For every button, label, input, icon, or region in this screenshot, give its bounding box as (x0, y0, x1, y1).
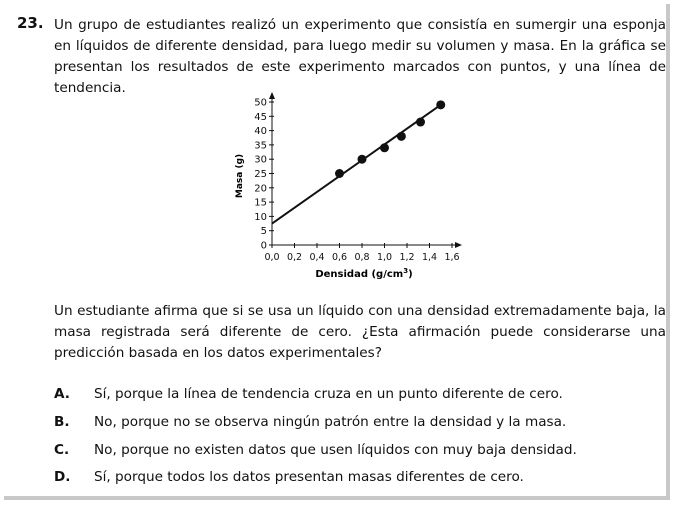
data-point (380, 143, 389, 152)
chart-y-axis-label: Masa (g) (235, 153, 245, 199)
chart-axes (269, 92, 462, 248)
y-tick-label: 25 (254, 169, 267, 180)
x-tick-label: 0,8 (354, 252, 370, 263)
trendline (272, 105, 441, 224)
option-d[interactable] (54, 467, 524, 488)
chart-x-axis-label (315, 267, 412, 280)
y-tick-label: 20 (254, 183, 267, 195)
question-prompt: Un estudiante afirma que si se usa un líquido con una densidad extremadamente baja, la masa registrada será diferente de cero. ¿Esta afirmación puede considerarse una predicción basada en los datos experimentales? (54, 303, 666, 361)
x-tick-label: 1,2 (399, 252, 415, 263)
x-tick-label: 1,6 (444, 252, 460, 263)
option-c-text: No, porque no existen datos que usen líquidos con muy baja densidad. (94, 442, 577, 458)
y-tick-label: 15 (254, 197, 267, 209)
question-intro: Un grupo de estudiantes realizó un experimento que consistía en sumergir una esponja en líquidos de diferente densidad, para luego medir su volumen y masa. En la gráfica se presentan los resultados de este experimento marcados con puntos, y una línea de tendencia. (54, 17, 666, 96)
y-tick-label: 35 (254, 140, 267, 152)
data-point (397, 132, 406, 141)
data-point (436, 100, 445, 109)
option-c[interactable] (54, 440, 577, 461)
mass-density-chart (226, 90, 476, 290)
y-tick-label: 30 (254, 154, 267, 166)
data-point (416, 118, 425, 127)
x-tick-label: 1,4 (421, 252, 438, 263)
chart-trendline-group (272, 105, 441, 224)
option-c-letter: C. (54, 442, 70, 458)
y-tick-label: 45 (254, 111, 267, 123)
option-d-letter: D. (54, 469, 71, 485)
chart-ticks (254, 98, 459, 264)
x-tick-label: 0,4 (309, 252, 325, 263)
option-a-letter: A. (54, 386, 70, 402)
option-b-text: No, porque no se observa ningún patrón entre la densidad y la masa. (94, 414, 567, 430)
y-tick-label: 0 (260, 240, 267, 252)
data-point (358, 155, 367, 164)
x-axis-arrow-icon (455, 242, 462, 248)
x-tick-label: 0,0 (264, 252, 280, 263)
y-tick-label: 50 (254, 97, 267, 109)
question-number: 23. (17, 14, 44, 32)
option-b-letter: B. (54, 414, 70, 430)
chart-points (335, 100, 445, 178)
x-tick-label: 0,6 (331, 252, 348, 263)
y-axis-arrow-icon (269, 92, 275, 99)
y-tick-label: 5 (260, 226, 267, 238)
option-b[interactable] (54, 412, 566, 433)
data-point (335, 169, 344, 178)
chart-x-axis-label-close: ) (408, 269, 413, 280)
chart-x-axis-label-main: Densidad (g/cm (315, 269, 404, 280)
chart-x-axis-label-superscript: 3 (403, 267, 409, 275)
x-tick-label: 0,2 (286, 252, 303, 263)
option-a-text: Sí, porque la línea de tendencia cruza en un punto diferente de cero. (94, 386, 563, 402)
y-tick-label: 40 (254, 126, 267, 138)
option-a[interactable] (54, 384, 563, 405)
option-d-text: Sí, porque todos los datos presentan masas diferentes de cero. (94, 469, 524, 485)
y-tick-label: 10 (254, 211, 267, 223)
x-tick-label: 1,0 (376, 252, 393, 263)
